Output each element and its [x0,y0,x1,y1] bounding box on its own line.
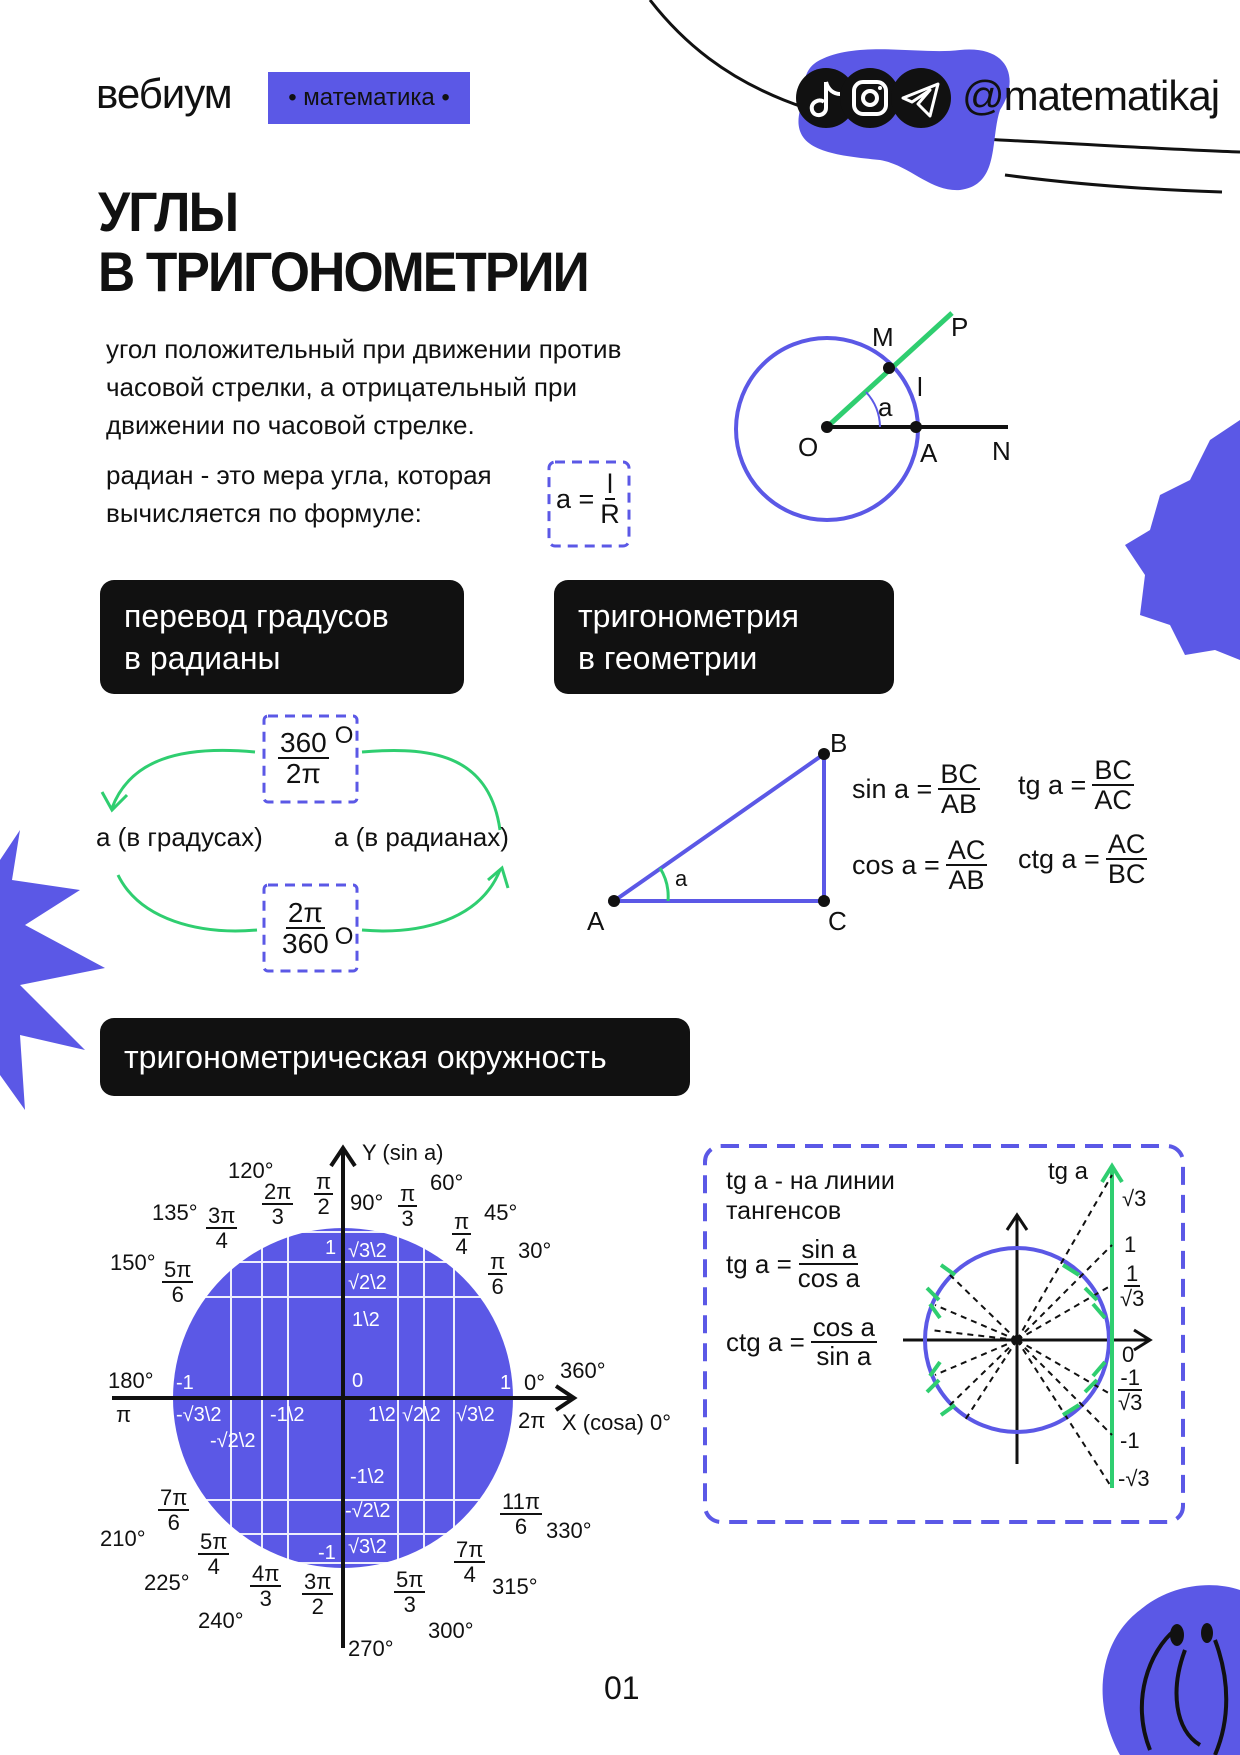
angle-135-rad: $\frac{3\pi}{4}$ [208,1203,236,1254]
angle-label-n: N [992,436,1011,466]
brand-logo[interactable]: вебиум [96,70,232,117]
x-value-neg-sqrt2-2: -√2\2 [210,1430,256,1452]
angle-240-deg: 240° [198,1608,244,1633]
angle-label-a-point: A [920,438,938,468]
angle-label-m: M [872,322,894,352]
bottom-blob-eye-2 [1201,1623,1213,1643]
x-value-neg-1: -1 [176,1372,194,1394]
angle-225-deg: 225° [144,1570,190,1595]
triangle-angle-label: a [675,866,688,891]
tangent-value-1: 1 [1124,1232,1137,1257]
angle-180-deg: 180° [108,1368,154,1393]
conversion-top-den: 2π [285,758,321,790]
radian-formula-num: l [607,469,614,499]
tangent-value-neg-sqrt3: -√3 [1118,1466,1150,1491]
angle-60-deg: 60° [430,1170,464,1195]
tangent-title-line1: tg a - на линии [726,1167,895,1195]
angle-270-deg: 270° [348,1636,394,1661]
tangent-tg-formula [726,1236,860,1293]
y-value-sqrt2-2: √2\2 [348,1272,387,1294]
tg-formula-den: AC [1094,785,1132,816]
social-handle[interactable]: @matematikaj [962,72,1220,119]
section-trig-geometry [554,580,894,694]
angle-label-a: a [878,392,893,422]
page-title [98,182,588,302]
conversion-left-label: a (в градусах) [96,822,263,852]
section-trig-geometry-line2: в геометрии [578,640,758,676]
cos-formula-lhs: cos a = [852,849,940,880]
section-trig-geometry-line1: тригонометрия [578,598,799,634]
sin-formula-den: AB [941,789,978,820]
triangle-label-a: A [587,906,605,936]
section-deg-to-rad [100,580,464,694]
angle-210-deg: 210° [100,1526,146,1551]
y-value-1: 1 [325,1237,337,1259]
angle-label-l: l [917,372,923,402]
y-value-neg-1-2: -1\2 [350,1466,385,1488]
left-star-shape [0,830,105,1110]
tangent-value-neg-1: -1 [1120,1428,1140,1453]
tangent-ctg-den: sin a [816,1341,872,1372]
tangent-box-title [726,1166,895,1226]
tg-formula-num: BC [1094,755,1132,785]
angle-60-rad: $\frac{\pi}{3}$ [400,1181,416,1232]
section-deg-to-rad-line1: перевод градусов [124,598,389,634]
conversion-top-num: 360 [280,727,327,758]
cos-formula [852,836,987,895]
angle-pi-rad: π [116,1402,132,1427]
conversion-bottom-degree: O [334,922,354,950]
angle-240-rad: $\frac{4\pi}{3}$ [252,1561,280,1612]
tangent-value-0: 0 [1122,1342,1135,1367]
triangle-label-b: B [830,728,848,758]
angle-315-rad: $\frac{7\pi}{4}$ [456,1537,484,1588]
section-deg-to-rad-line2: в радианы [124,640,281,676]
right-star-shape [1125,420,1240,660]
x-value-1: 1 [500,1372,512,1394]
tg-formula [1018,756,1134,815]
angle-330-rad: $\frac{11\pi}{6}$ [502,1489,541,1540]
tangent-tg-num: sin a [801,1234,857,1264]
angle-label-o: O [798,432,819,462]
x-value-1-2: 1\2 [368,1404,396,1426]
x-value-neg-1-2: -1\2 [270,1404,305,1426]
angle-150-deg: 150° [110,1250,156,1275]
x-value-sqrt3-2: √3\2 [456,1404,495,1426]
cos-formula-den: AB [948,865,985,896]
angle-30-rad: $\frac{\pi}{6}$ [490,1249,506,1300]
angle-2pi-rad: 2π [518,1408,546,1433]
angle-45-rad: $\frac{\pi}{4}$ [454,1209,470,1260]
tangent-tg-den: cos a [797,1263,860,1294]
subject-tag: • математика • [268,72,470,124]
tangent-value-sqrt3: √3 [1122,1186,1147,1211]
sin-formula-lhs: sin a = [852,773,933,804]
angle-label-p: P [951,312,969,342]
angle-330-deg: 330° [546,1518,592,1543]
y-value-neg-1: -1 [318,1542,336,1564]
angle-0-deg: 0° [524,1370,546,1395]
tangent-value-inv-sqrt3: $\frac{1}{√3}$ [1120,1261,1145,1312]
radian-text: радиан - это мера угла, которая вычисляется по формуле: [106,460,492,528]
conversion-top-fraction [278,722,354,790]
y-axis-label: Y (sin a) [362,1140,444,1165]
ctg-formula [1018,830,1147,889]
conversion-bottom-den: 360 [282,928,329,960]
triangle-label-c: C [828,906,847,936]
cos-formula-num: AC [947,835,986,865]
circle-zero: 0 [352,1370,364,1392]
tangent-ctg-formula [726,1314,877,1371]
sin-formula [852,760,980,819]
radian-formula [556,470,620,529]
angle-30-deg: 30° [518,1238,552,1263]
telegram-icon[interactable] [891,68,951,128]
radian-formula-den: R [600,499,620,530]
radian-formula-lhs: a = [556,483,595,514]
angle-120-rad: $\frac{2\pi}{3}$ [264,1179,292,1230]
conversion-bottom-fraction [282,898,353,959]
sin-formula-num: BC [940,759,978,789]
angle-210-rad: $\frac{7\pi}{6}$ [160,1485,188,1536]
tangent-ctg-lhs: ctg a = [726,1326,805,1357]
bottom-blob [1103,1585,1240,1755]
conversion-top-degree: O [334,722,354,749]
tangent-axis-label: tg a [1048,1158,1089,1185]
tangent-value-neg-inv-sqrt3: $\frac{-1}{√3}$ [1118,1365,1143,1416]
angle-300-rad: $\frac{5\pi}{3}$ [396,1567,424,1618]
angle-270-rad: $\frac{3\pi}{2}$ [304,1569,332,1620]
section-trig-circle: тригонометрическая окружность [100,1018,690,1096]
title-line-2: В ТРИГОНОМЕТРИИ [98,240,588,303]
angle-150-rad: $\frac{5\pi}{6}$ [164,1257,192,1308]
x-value-neg-sqrt3-2: -√3\2 [176,1404,222,1426]
ctg-formula-den: BC [1107,859,1146,890]
tangent-ctg-num: cos a [812,1312,875,1342]
y-value-neg-sqrt2-2: -√2\2 [345,1500,391,1522]
top-curve-2 [1005,175,1222,192]
angle-45-deg: 45° [484,1200,518,1225]
angle-315-deg: 315° [492,1574,538,1599]
angle-300-deg: 300° [428,1618,474,1643]
x-axis-label: X (cosa) 0° [562,1410,672,1435]
y-value-neg-sqrt3-2: √3\2 [348,1536,387,1558]
angle-90-deg: 90° [350,1190,384,1215]
page-number: 01 [604,1670,640,1706]
tg-formula-lhs: tg a = [1018,769,1087,800]
y-value-1-2: 1\2 [352,1309,380,1331]
angle-360-deg: 360° [560,1358,606,1383]
bottom-blob-eye-1 [1170,1624,1184,1646]
angle-135-deg: 135° [152,1200,198,1225]
ctg-formula-num: AC [1107,829,1146,859]
angle-225-rad: $\frac{5\pi}{4}$ [200,1529,228,1580]
y-value-sqrt3-2: √3\2 [348,1240,387,1262]
angle-120-deg: 120° [228,1158,274,1183]
intro-text: угол положительный при движении против часовой стрелки, а отрицательный при движении по часовой стрелке. [106,334,622,440]
conversion-right-label: a (в радианах) [334,822,509,852]
conversion-bottom-num: 2π [287,897,323,928]
triangle-diagram [608,748,830,907]
tangent-tg-lhs: tg a = [726,1248,792,1279]
x-value-sqrt2-2: √2\2 [402,1404,441,1426]
ctg-formula-lhs: ctg a = [1018,843,1100,874]
title-line-1: УГЛЫ [98,180,238,243]
angle-90-rad: $\frac{\pi}{2}$ [316,1169,332,1220]
tangent-circle-diagram [903,1166,1150,1488]
tangent-title-line2: тангенсов [726,1197,842,1225]
